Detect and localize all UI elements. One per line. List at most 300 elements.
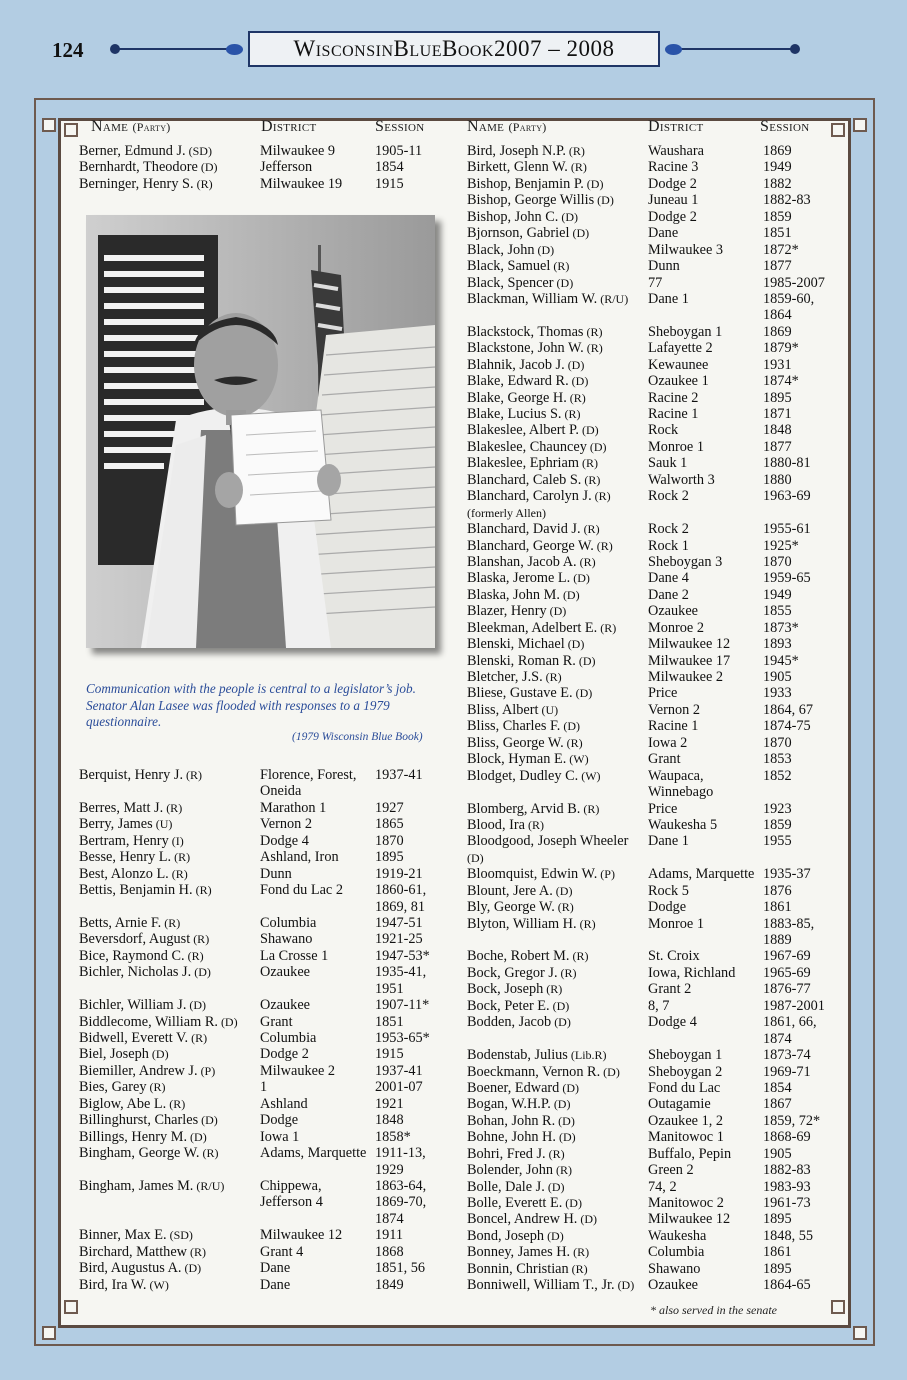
member-session: 1851 [375, 1013, 404, 1030]
member-name: Birkett, Glenn W. (R) [467, 159, 587, 176]
member-name: Blaska, John M. (D) [467, 586, 580, 603]
member-session: 1859, 72* [763, 1112, 821, 1129]
roster-row [79, 816, 449, 832]
roster-row [467, 1031, 847, 1047]
member-name: Bice, Raymond C. (R) [79, 947, 204, 964]
member-name: Blake, Edward R. (D) [467, 373, 589, 390]
member-name: Berninger, Henry S. (R) [79, 175, 213, 192]
member-name: Bliese, Gustave E. (D) [467, 685, 593, 702]
member-name: Blanchard, Caleb S. (R) [467, 471, 601, 488]
member-session: 1965-69 [763, 964, 811, 981]
member-name: Bishop, George Willis (D) [467, 192, 614, 209]
member-name: (formerly Allen) [467, 505, 546, 520]
roster-row [467, 505, 847, 521]
member-name: Besse, Henry L. (R) [79, 849, 191, 866]
member-district: Adams, Marquette [260, 1145, 367, 1162]
roster-row [467, 932, 847, 948]
member-session: 1893 [763, 636, 792, 653]
roster-row [467, 357, 847, 373]
member-name: Blount, Jere A. (D) [467, 882, 573, 899]
member-party: (R) [183, 768, 203, 782]
member-session: 1907-11* [375, 997, 430, 1014]
roster-list-left-top [79, 143, 449, 192]
member-name: Biddlecome, William R. (D) [79, 1013, 238, 1030]
member-party: (D) [148, 1047, 169, 1062]
member-district: Waupaca, [648, 767, 704, 784]
member-district: Winnebago [648, 784, 714, 801]
roster-row [467, 390, 847, 406]
member-session: 1853 [763, 751, 792, 768]
roster-row [467, 603, 847, 619]
member-session: 1969-71 [763, 1063, 811, 1080]
roster-row [79, 1211, 449, 1227]
member-district: Milwaukee 19 [260, 175, 343, 192]
member-session: 1880-81 [763, 455, 811, 472]
member-session: 1882 [763, 175, 792, 192]
roster-row [467, 768, 847, 784]
member-district: Dodge [260, 1112, 299, 1129]
member-name: Best, Alonzo L. (R) [79, 865, 188, 882]
member-party: (D) [187, 1129, 207, 1144]
member-name: Blakeslee, Albert P. (D) [467, 422, 599, 439]
member-session: 2001-07 [375, 1079, 423, 1096]
member-district: Dodge 2 [648, 175, 697, 192]
member-session: 1985-2007 [763, 274, 825, 291]
member-district: Rock 2 [648, 488, 689, 505]
roster-row [79, 915, 449, 931]
frame-corner-ornament [831, 1300, 845, 1314]
roster-row [467, 1277, 847, 1293]
member-district: 8, 7 [648, 997, 670, 1014]
member-party: (R) [578, 456, 598, 471]
roster-row [467, 225, 847, 241]
roster-row [79, 981, 449, 997]
member-party: (D) [600, 1064, 620, 1079]
member-name: Bolender, John (R) [467, 1162, 572, 1179]
member-party: (I) [168, 833, 184, 848]
column-header-name-left: Name (Party) [91, 118, 171, 135]
member-party: (R) [580, 801, 600, 816]
member-session: 1953-65* [375, 1030, 430, 1046]
member-district: Ozaukee [260, 964, 311, 981]
member-district: Waukesha 5 [648, 816, 718, 833]
member-session: 1855 [763, 603, 792, 620]
roster-row [79, 899, 449, 915]
member-district: Ozaukee [648, 1277, 699, 1294]
member-district: Waukesha [648, 1227, 707, 1244]
member-name: Blackstone, John W. (R) [467, 340, 603, 357]
member-session: 1864, 67 [763, 701, 814, 718]
member-district: Ozaukee [648, 603, 699, 620]
member-party: (D) [555, 1130, 576, 1145]
member-session: 1858* [375, 1128, 411, 1145]
member-name: Boncel, Andrew H. (D) [467, 1211, 598, 1228]
roster-row [79, 882, 449, 898]
member-name: Bohne, John H. (D) [467, 1129, 576, 1146]
title-part: lue [409, 36, 442, 61]
frame-corner-ornament [42, 1326, 56, 1340]
member-party: (D) [546, 604, 567, 619]
roster-row [467, 324, 847, 340]
member-name: Blazer, Henry (D) [467, 603, 567, 620]
member-district: 74, 2 [648, 1178, 677, 1195]
member-session: 1876-77 [763, 981, 811, 998]
roster-row [79, 1112, 449, 1128]
member-name: Boeckmann, Vernon R. (D) [467, 1063, 620, 1080]
member-party: (D) [559, 1080, 579, 1095]
roster-row [467, 998, 847, 1014]
member-session: 1874-75 [763, 718, 811, 735]
member-session: 1851, 56 [375, 1260, 426, 1277]
member-name: Bogan, W.H.P. (D) [467, 1096, 571, 1113]
member-district: Racine 1 [648, 406, 699, 422]
column-header-session-left: Session [375, 118, 425, 135]
roster-row [467, 833, 847, 849]
roster-row [467, 735, 847, 751]
member-party: (D) [564, 357, 585, 372]
member-session: 1947-53* [375, 947, 430, 964]
member-name: Blenski, Michael (D) [467, 636, 585, 653]
member-name: Bohri, Fred J. (R) [467, 1145, 565, 1162]
member-district: Monroe 1 [648, 915, 704, 932]
member-district: Vernon 2 [260, 816, 313, 833]
member-session: 1879* [763, 340, 799, 357]
member-district: Shawano [648, 1260, 701, 1277]
member-session: 1945* [763, 652, 799, 669]
member-session: 1868 [375, 1243, 404, 1260]
member-district: Dodge 4 [648, 1014, 697, 1031]
member-party: (D) [544, 1228, 564, 1243]
member-session: 1889 [763, 932, 792, 948]
roster-list-left-bottom [79, 767, 449, 1293]
roster-row [467, 636, 847, 652]
roster-row [467, 143, 847, 159]
member-name: Blake, George H. (R) [467, 389, 586, 406]
member-district: Green 2 [648, 1162, 694, 1179]
member-district: Fond du Lac [648, 1079, 721, 1096]
member-district: Shawano [260, 931, 313, 948]
header-rule-right [680, 48, 793, 50]
member-party: (R) [187, 1244, 206, 1259]
member-party: (D) [181, 1261, 202, 1276]
column-header-district-right: District [648, 118, 704, 135]
roster-row [467, 554, 847, 570]
roster-row [467, 801, 847, 817]
roster-row [467, 209, 847, 225]
roster-row [467, 1179, 847, 1195]
roster-row [79, 1244, 449, 1260]
member-name: Blackman, William W. (R/U) [467, 290, 629, 307]
member-district: Manitowoc 2 [648, 1195, 724, 1211]
member-name: Bjornson, Gabriel (D) [467, 225, 590, 242]
member-session: 1949 [763, 159, 792, 176]
roster-row [467, 948, 847, 964]
book-title [248, 31, 660, 67]
member-name: Birchard, Matthew (R) [79, 1243, 206, 1260]
member-party: (R) [192, 883, 212, 898]
member-session: 1874* [763, 373, 799, 390]
roster-row [79, 800, 449, 816]
roster-row [79, 1030, 449, 1046]
title-years: 2007 – 2008 [493, 36, 615, 61]
member-session: 1869 [763, 323, 792, 340]
roster-row [467, 784, 847, 800]
member-party: (R) [543, 982, 563, 997]
roster-row [467, 439, 847, 455]
member-district: Milwaukee 3 [648, 241, 724, 258]
member-party: (R) [570, 1245, 590, 1260]
member-name: Bonnin, Christian (R) [467, 1260, 588, 1277]
member-district: Waushara [648, 143, 705, 159]
member-session: 1905 [763, 1145, 792, 1162]
member-party: (W) [566, 752, 589, 767]
member-party: (D) [550, 1097, 571, 1112]
member-district: Columbia [648, 1244, 705, 1261]
roster-row [79, 1178, 449, 1194]
frame-corner-ornament [64, 123, 78, 137]
member-district: Dane 2 [648, 586, 689, 603]
member-district: Dane 1 [648, 290, 689, 307]
roster-row [467, 472, 847, 488]
member-name: Billinghurst, Charles (D) [79, 1112, 218, 1129]
member-session: 1877 [763, 258, 792, 275]
member-party: (D) [191, 965, 211, 980]
member-session: 1848, 55 [763, 1227, 814, 1244]
member-party: (D) [577, 1212, 598, 1227]
member-party: (R) [550, 259, 570, 274]
member-party: (Lib.R) [567, 1048, 607, 1063]
member-session: 1876 [763, 882, 792, 899]
member-name: Bly, George W. (R) [467, 899, 574, 916]
roster-row [79, 1129, 449, 1145]
roster-row [467, 981, 847, 997]
member-session: 1874 [763, 1030, 792, 1047]
roster-row [79, 1014, 449, 1030]
frame-corner-ornament [42, 118, 56, 132]
frame-corner-ornament [64, 1300, 78, 1314]
member-name: Betts, Arnie F. (R) [79, 914, 181, 931]
member-district: Dunn [648, 258, 680, 275]
member-session: 1864 [763, 307, 792, 324]
member-name: Beversdorf, August (R) [79, 931, 210, 948]
member-party: (R/U) [597, 291, 629, 306]
roster-row [467, 1080, 847, 1096]
roster-row [467, 1195, 847, 1211]
roster-row [467, 1146, 847, 1162]
column-header-district-left: District [261, 118, 317, 135]
member-party: (R) [591, 489, 611, 504]
member-party: (R) [163, 800, 183, 815]
title-part: B [393, 36, 410, 61]
member-session: 1937-41 [375, 1062, 423, 1079]
member-name: Blanshan, Jacob A. (R) [467, 553, 596, 570]
roster-row [467, 1064, 847, 1080]
member-name: Bird, Ira W. (W) [79, 1276, 169, 1293]
member-session: 1859 [763, 208, 792, 225]
member-district: Milwaukee 2 [260, 1062, 336, 1079]
member-name: Bernhardt, Theodore (D) [79, 159, 218, 176]
member-session: 1864-65 [763, 1277, 811, 1294]
roster-row [79, 1194, 449, 1210]
roster-row [467, 850, 847, 866]
member-session: 1987-2001 [763, 997, 825, 1014]
member-name: Berner, Edmund J. (SD) [79, 143, 212, 159]
member-session: 1919-21 [375, 865, 423, 882]
member-party: (D) [560, 719, 581, 734]
member-name: Bloodgood, Joseph Wheeler [467, 833, 629, 850]
roster-row [467, 866, 847, 882]
member-party: (R) [563, 735, 583, 750]
member-session: 1921-25 [375, 931, 423, 948]
member-district: Rock 5 [648, 882, 689, 899]
member-name: Berquist, Henry J. (R) [79, 767, 203, 783]
member-session: 1867 [763, 1096, 792, 1113]
roster-row [467, 1047, 847, 1063]
member-district: Jefferson [260, 159, 313, 176]
roster-row [79, 1277, 449, 1293]
member-session: 1854 [375, 159, 404, 176]
member-session: 1895 [763, 1260, 792, 1277]
member-district: Dane 1 [648, 833, 689, 850]
member-party: (P) [197, 1063, 216, 1078]
member-name: Blomberg, Arvid B. (R) [467, 800, 600, 817]
member-session: 1915 [375, 1046, 404, 1063]
member-party: (R) [188, 1031, 208, 1045]
title-part: W [293, 36, 316, 61]
member-district: Oneida [260, 783, 302, 800]
roster-row [467, 751, 847, 767]
photo-credit: (1979 Wisconsin Blue Book) [292, 731, 423, 743]
member-session: 1882-83 [763, 192, 811, 209]
member-session: 1859-60, [763, 290, 815, 307]
member-district: Rock 2 [648, 521, 689, 538]
title-part: B [441, 36, 458, 61]
member-party: (D) [558, 209, 579, 224]
member-party: (D) [575, 653, 596, 668]
member-party: (R) [561, 407, 581, 421]
member-name: Bodenstab, Julius (Lib.R) [467, 1047, 607, 1064]
member-session: 1874 [375, 1210, 404, 1227]
member-name: Blodget, Dudley C. (W) [467, 767, 601, 784]
roster-row [79, 1145, 449, 1161]
member-party: (R) [193, 176, 213, 191]
member-district: Rock [648, 422, 679, 439]
member-name: Bolle, Dale J. (D) [467, 1178, 565, 1195]
member-session: 1851 [763, 225, 792, 242]
member-district: Monroe 2 [648, 619, 704, 636]
member-party: (R) [524, 817, 544, 832]
member-name: Black, Samuel (R) [467, 258, 570, 275]
member-session: 1967-69 [763, 948, 811, 965]
member-session: 1931 [763, 356, 792, 373]
member-session: 1871 [763, 406, 792, 422]
member-name: Boche, Robert M. (R) [467, 948, 589, 965]
member-district: Milwaukee 12 [648, 636, 731, 653]
member-party: (R) [168, 866, 188, 881]
member-district: Price [648, 685, 678, 702]
member-session: 1860-61, [375, 882, 427, 899]
member-name: Bliss, Charles F. (D) [467, 718, 581, 735]
member-party: (SD) [185, 144, 212, 158]
roster-row [467, 1261, 847, 1277]
roster-row [467, 1162, 847, 1178]
member-party: (R) [190, 932, 210, 947]
member-district: Columbia [260, 914, 317, 931]
member-district: La Crosse 1 [260, 947, 329, 964]
roster-row [467, 340, 847, 356]
member-district: Juneau 1 [648, 192, 699, 209]
photo-illustration [86, 215, 435, 648]
member-district: Ozaukee 1 [648, 373, 709, 390]
member-name: Bishop, Benjamin P. (D) [467, 175, 604, 192]
member-name: Bloomquist, Edwin W. (P) [467, 866, 615, 883]
member-party: (D) [198, 1113, 218, 1128]
roster-row [79, 849, 449, 865]
member-name: Bichler, William J. (D) [79, 997, 207, 1014]
member-name: Bird, Joseph N.P. (R) [467, 143, 585, 159]
member-district: 77 [648, 274, 663, 291]
roster-row [467, 570, 847, 586]
member-session: 1854 [763, 1079, 792, 1096]
member-name: Bettis, Benjamin H. (R) [79, 882, 212, 899]
member-name: Bliss, Albert (U) [467, 701, 559, 718]
roster-row [467, 455, 847, 471]
roster-row [467, 718, 847, 734]
roster-row [467, 1244, 847, 1260]
member-district: Dane [260, 1260, 291, 1277]
member-name: Bichler, Nicholas J. (D) [79, 964, 211, 981]
member-name: Bies, Garey (R) [79, 1079, 166, 1096]
roster-row [467, 242, 847, 258]
roster-row [467, 1096, 847, 1112]
roster-row [467, 373, 847, 389]
member-district: Ashland, Iron [260, 849, 339, 866]
member-session: 1869-70, [375, 1194, 427, 1211]
member-district: Grant [648, 751, 681, 768]
member-session: 1929 [375, 1161, 404, 1178]
member-district: Adams, Marquette [648, 866, 755, 883]
member-district: Milwaukee 9 [260, 143, 336, 159]
member-name: Biel, Joseph (D) [79, 1046, 169, 1063]
member-party: (D) [551, 1015, 571, 1030]
member-district: 1 [260, 1079, 268, 1096]
member-session: 1937-41 [375, 767, 423, 783]
roster-list-right [467, 143, 847, 1294]
member-party: (R) [576, 554, 596, 569]
roster-row [467, 1113, 847, 1129]
roster-row [467, 620, 847, 636]
member-district: Sheboygan 2 [648, 1063, 723, 1080]
member-name: Blanchard, David J. (R) [467, 521, 600, 538]
member-name: Berry, James (U) [79, 816, 173, 833]
roster-row [467, 275, 847, 291]
roster-row [467, 307, 847, 323]
roster-row [467, 899, 847, 915]
roster-row [467, 258, 847, 274]
roster-row [467, 159, 847, 175]
member-district: Sauk 1 [648, 455, 688, 472]
member-session: 1873-74 [763, 1047, 811, 1064]
member-party: (R) [553, 1163, 572, 1178]
member-party: (R) [199, 1146, 219, 1161]
member-session: 1848 [763, 422, 792, 439]
member-name: Bleekman, Adelbert E. (R) [467, 619, 617, 636]
member-party: (R) [545, 1146, 565, 1161]
member-district: Racine 1 [648, 718, 699, 735]
member-district: Dane [260, 1276, 291, 1293]
member-name: Bock, Peter E. (D) [467, 997, 570, 1014]
member-party: (R) [184, 948, 204, 963]
